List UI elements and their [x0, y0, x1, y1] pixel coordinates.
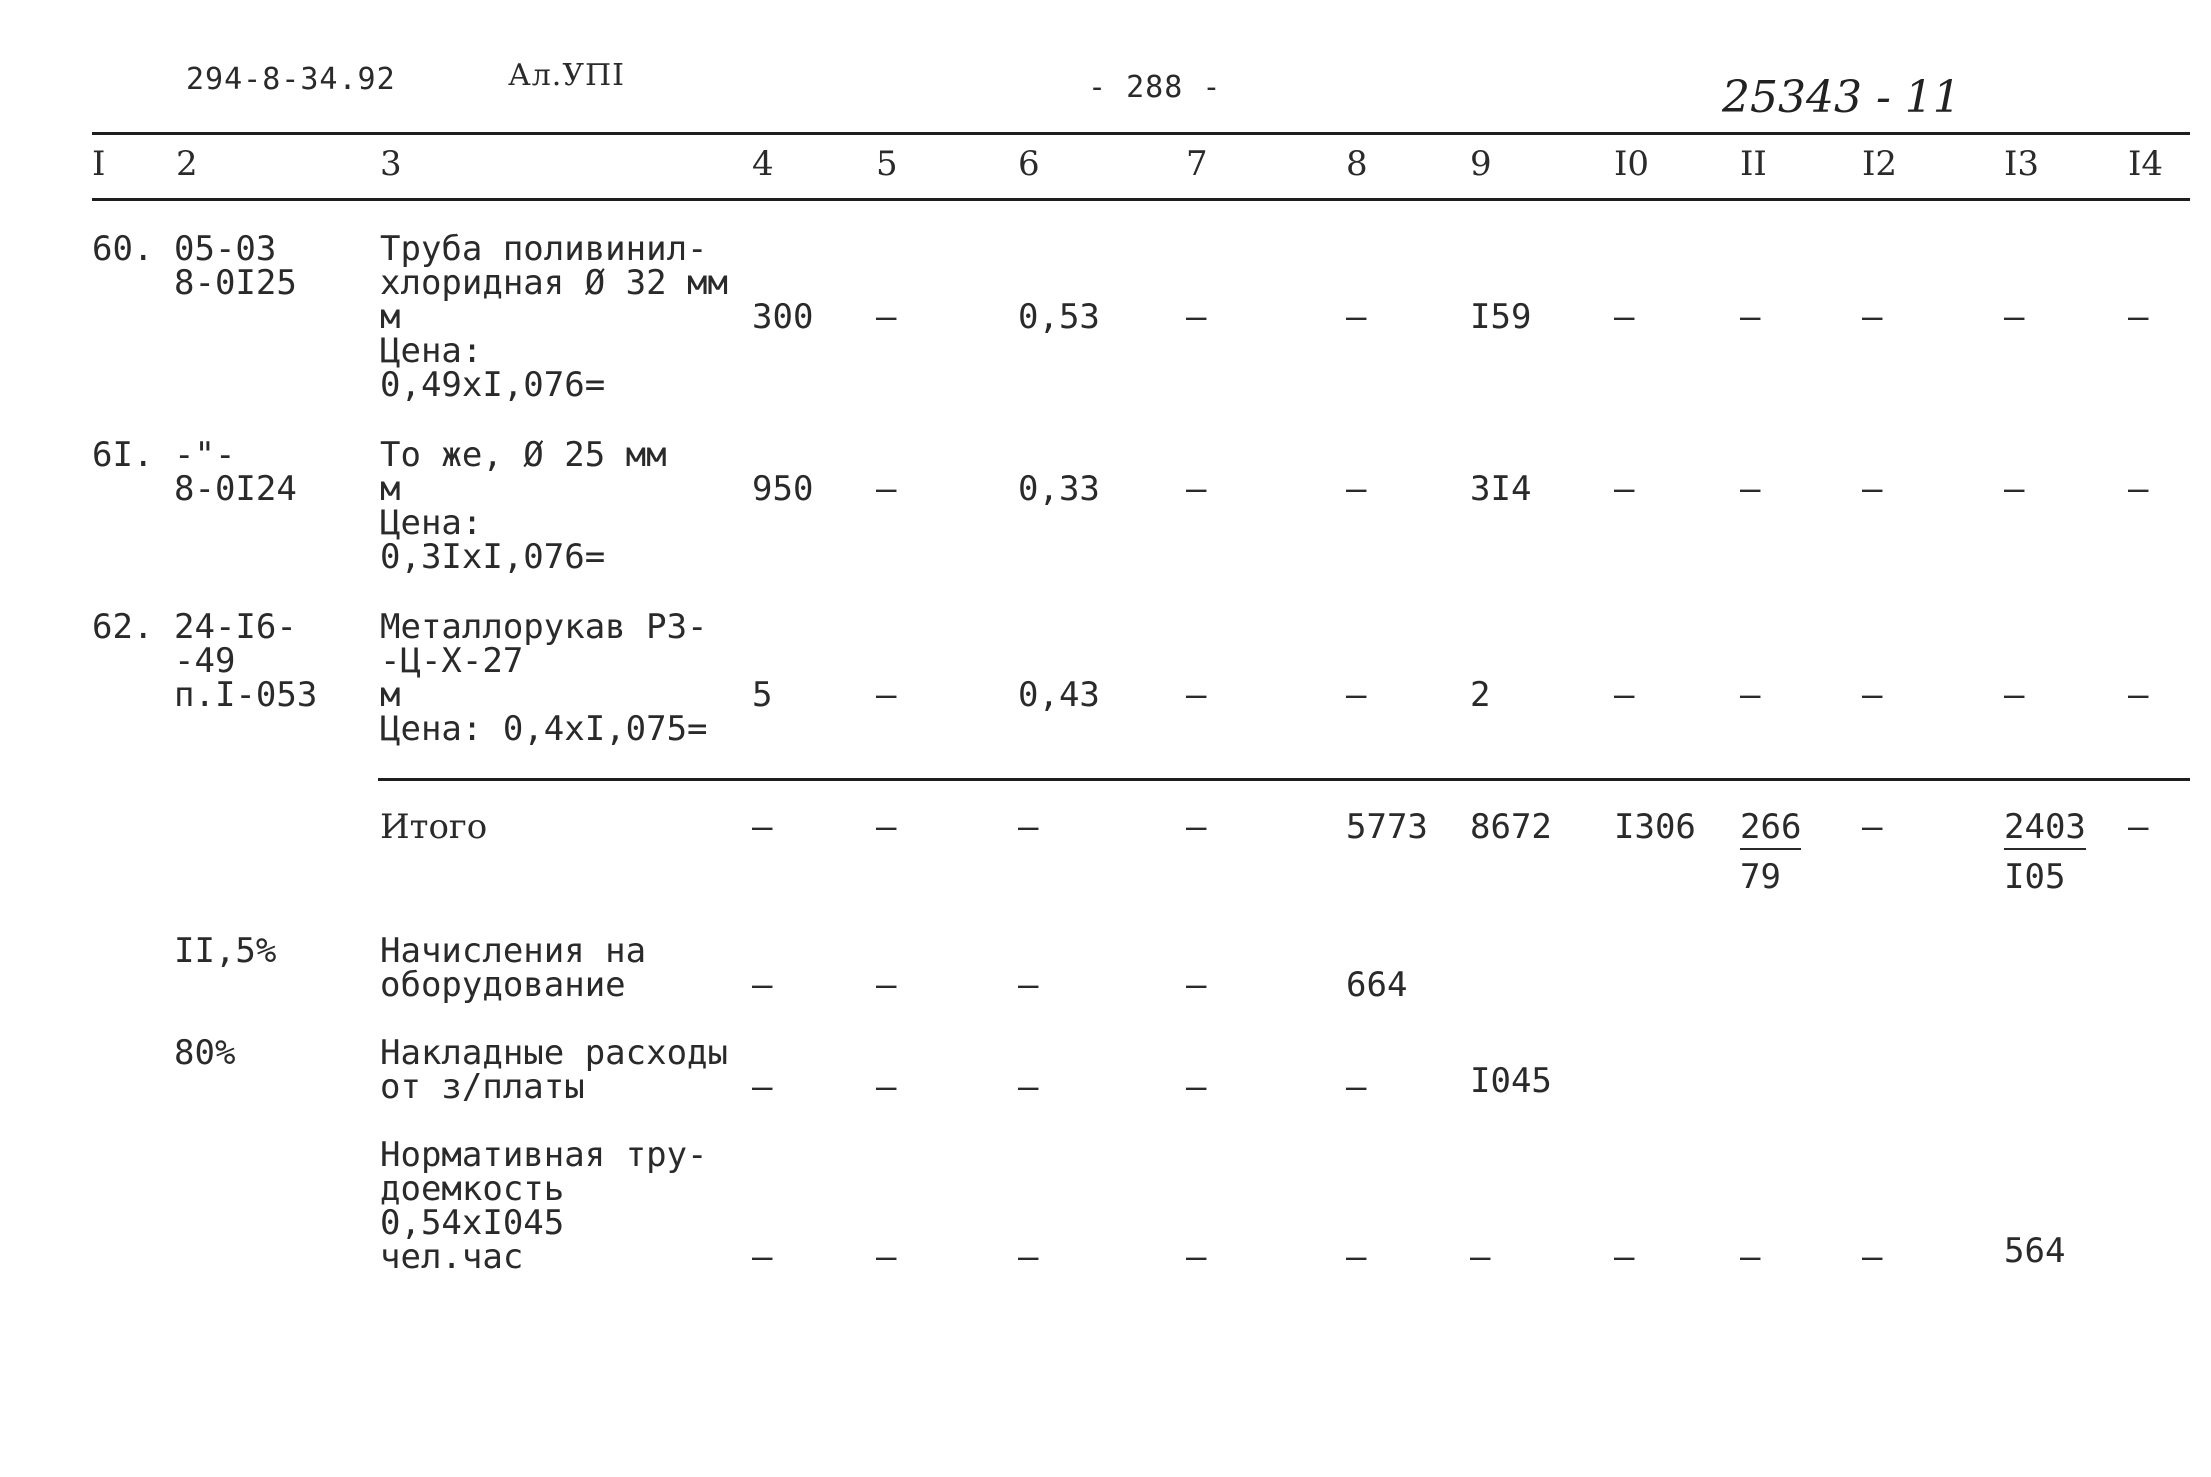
- row-number: 60.: [92, 229, 154, 269]
- equipment-percent: II,5%: [174, 931, 277, 971]
- labor-col12: –: [1862, 1237, 1883, 1277]
- row-description-line: -Ц-Х-27: [380, 641, 524, 681]
- column-number: 6: [1018, 144, 1040, 184]
- cell-col5: –: [876, 297, 897, 337]
- row-description-line: Металлорукав РЗ-: [380, 607, 708, 647]
- labor-col5: –: [876, 1237, 897, 1277]
- handwritten-code: 25343 - 11: [1722, 72, 1961, 123]
- column-number: 4: [752, 144, 774, 184]
- column-number: 3: [380, 144, 402, 184]
- cell-col12: –: [1862, 469, 1883, 509]
- cell-col5: –: [876, 469, 897, 509]
- total-col8: 5773: [1346, 807, 1428, 847]
- column-number: 5: [876, 144, 898, 184]
- album-label: Ал.УПI: [508, 58, 626, 93]
- column-number: 9: [1470, 144, 1492, 184]
- cell-col14: –: [2128, 469, 2149, 509]
- row-number: 6I.: [92, 435, 154, 475]
- cell-col7: –: [1186, 297, 1207, 337]
- column-number: 8: [1346, 144, 1368, 184]
- cell-col5: –: [876, 675, 897, 715]
- row-description-line: Труба поливинил-: [380, 229, 708, 269]
- cell-col13: –: [2004, 675, 2025, 715]
- cell-col10: –: [1614, 469, 1635, 509]
- labor-col10: –: [1614, 1237, 1635, 1277]
- cell-col11: –: [1740, 297, 1761, 337]
- row-description-line: хлоридная Ø 32 мм: [380, 263, 728, 303]
- cell-col6: 0,33: [1018, 469, 1100, 509]
- row-description-line: Накладные расходы: [380, 1033, 728, 1073]
- equipment-col5: –: [876, 965, 897, 1005]
- row-description-line: Цена: 0,4хI,075=: [380, 709, 708, 749]
- row-description-line: от з/платы: [380, 1067, 585, 1107]
- cell-col7: –: [1186, 675, 1207, 715]
- overhead-col9: I045: [1470, 1061, 1552, 1101]
- column-number: 2: [176, 144, 198, 184]
- row-code-line: 8-0I24: [174, 469, 297, 509]
- row-description-line: Цена:: [380, 331, 483, 371]
- row-description-line: Цена:: [380, 503, 483, 543]
- total-col9: 8672: [1470, 807, 1552, 847]
- cell-quantity: 300: [752, 297, 814, 337]
- labor-col11: –: [1740, 1237, 1761, 1277]
- fraction-denominator: 79: [1740, 857, 1781, 897]
- row-description-line: м: [380, 297, 401, 337]
- cell-col14: –: [2128, 675, 2149, 715]
- row-description-line: Нормативная тру-: [380, 1135, 708, 1175]
- cell-quantity: 950: [752, 469, 814, 509]
- top-rule: [92, 132, 2190, 135]
- equipment-col6: –: [1018, 965, 1039, 1005]
- total-col5: –: [876, 807, 897, 847]
- total-col14: –: [2128, 807, 2149, 847]
- overhead-col6: –: [1018, 1067, 1039, 1107]
- fraction-denominator: I05: [2004, 857, 2066, 897]
- labor-col13: 564: [2004, 1231, 2066, 1271]
- cell-col13: –: [2004, 469, 2025, 509]
- overhead-col4: –: [752, 1067, 773, 1107]
- cell-col10: –: [1614, 297, 1635, 337]
- totals-rule: [378, 778, 2190, 781]
- labor-col8: –: [1346, 1237, 1367, 1277]
- row-number: 62.: [92, 607, 154, 647]
- total-col10: I306: [1614, 807, 1696, 847]
- row-description-line: 0,49хI,076=: [380, 365, 606, 405]
- overhead-percent: 80%: [174, 1033, 236, 1073]
- cell-col8: –: [1346, 675, 1367, 715]
- total-col11-fraction: [1740, 807, 1802, 897]
- total-col4: –: [752, 807, 773, 847]
- row-code-line: -"-: [174, 435, 236, 475]
- cell-col14: –: [2128, 297, 2149, 337]
- cell-col8: –: [1346, 469, 1367, 509]
- row-code-line: -49: [174, 641, 236, 681]
- row-description-line: То же, Ø 25 мм: [380, 435, 667, 475]
- overhead-col5: –: [876, 1067, 897, 1107]
- labor-col7: –: [1186, 1237, 1207, 1277]
- labor-col9: –: [1470, 1237, 1491, 1277]
- equipment-col8: 664: [1346, 965, 1408, 1005]
- cell-col13: –: [2004, 297, 2025, 337]
- labor-col4: –: [752, 1237, 773, 1277]
- column-number: I0: [1614, 144, 1650, 184]
- cell-col11: –: [1740, 675, 1761, 715]
- row-code-line: 8-0I25: [174, 263, 297, 303]
- row-description-line: оборудование: [380, 965, 626, 1005]
- cell-col11: –: [1740, 469, 1761, 509]
- row-description-line: доемкость: [380, 1169, 565, 1209]
- labor-col6: –: [1018, 1237, 1039, 1277]
- fraction-numerator: 2403: [2004, 810, 2086, 850]
- fraction-numerator: 266: [1740, 810, 1801, 850]
- cell-col6: 0,43: [1018, 675, 1100, 715]
- row-code-line: 05-03: [174, 229, 277, 269]
- cell-col9: I59: [1470, 297, 1532, 337]
- page-number: - 288 -: [1088, 70, 1222, 105]
- cell-col7: –: [1186, 469, 1207, 509]
- row-code-line: 24-I6-: [174, 607, 297, 647]
- total-col13-fraction: [2004, 807, 2086, 897]
- overhead-col7: –: [1186, 1067, 1207, 1107]
- row-code-line: п.I-053: [174, 675, 318, 715]
- cell-col12: –: [1862, 297, 1883, 337]
- column-number: I2: [1862, 144, 1898, 184]
- total-col12: –: [1862, 807, 1883, 847]
- row-description-line: Начисления на: [380, 931, 647, 971]
- overhead-col8: –: [1346, 1067, 1367, 1107]
- cell-col9: 3I4: [1470, 469, 1532, 509]
- total-label: Итого: [380, 807, 488, 847]
- cell-quantity: 5: [752, 675, 773, 715]
- column-number: I: [92, 144, 106, 184]
- row-description-line: м: [380, 469, 401, 509]
- row-description-line: 0,54хI045: [380, 1203, 565, 1243]
- column-number: I3: [2004, 144, 2040, 184]
- row-description-line: м: [380, 675, 401, 715]
- cell-col12: –: [1862, 675, 1883, 715]
- document-code: 294-8-34.92: [186, 62, 396, 97]
- row-description-line: 0,3IхI,076=: [380, 537, 606, 577]
- column-number: I4: [2128, 144, 2164, 184]
- total-col6: –: [1018, 807, 1039, 847]
- row-description-line: чел.час: [380, 1237, 524, 1277]
- column-number: II: [1740, 144, 1767, 184]
- cell-col6: 0,53: [1018, 297, 1100, 337]
- column-number: 7: [1186, 144, 1208, 184]
- equipment-col4: –: [752, 965, 773, 1005]
- cell-col9: 2: [1470, 675, 1491, 715]
- cell-col8: –: [1346, 297, 1367, 337]
- total-col7: –: [1186, 807, 1207, 847]
- equipment-col7: –: [1186, 965, 1207, 1005]
- cell-col10: –: [1614, 675, 1635, 715]
- header-rule: [92, 198, 2190, 201]
